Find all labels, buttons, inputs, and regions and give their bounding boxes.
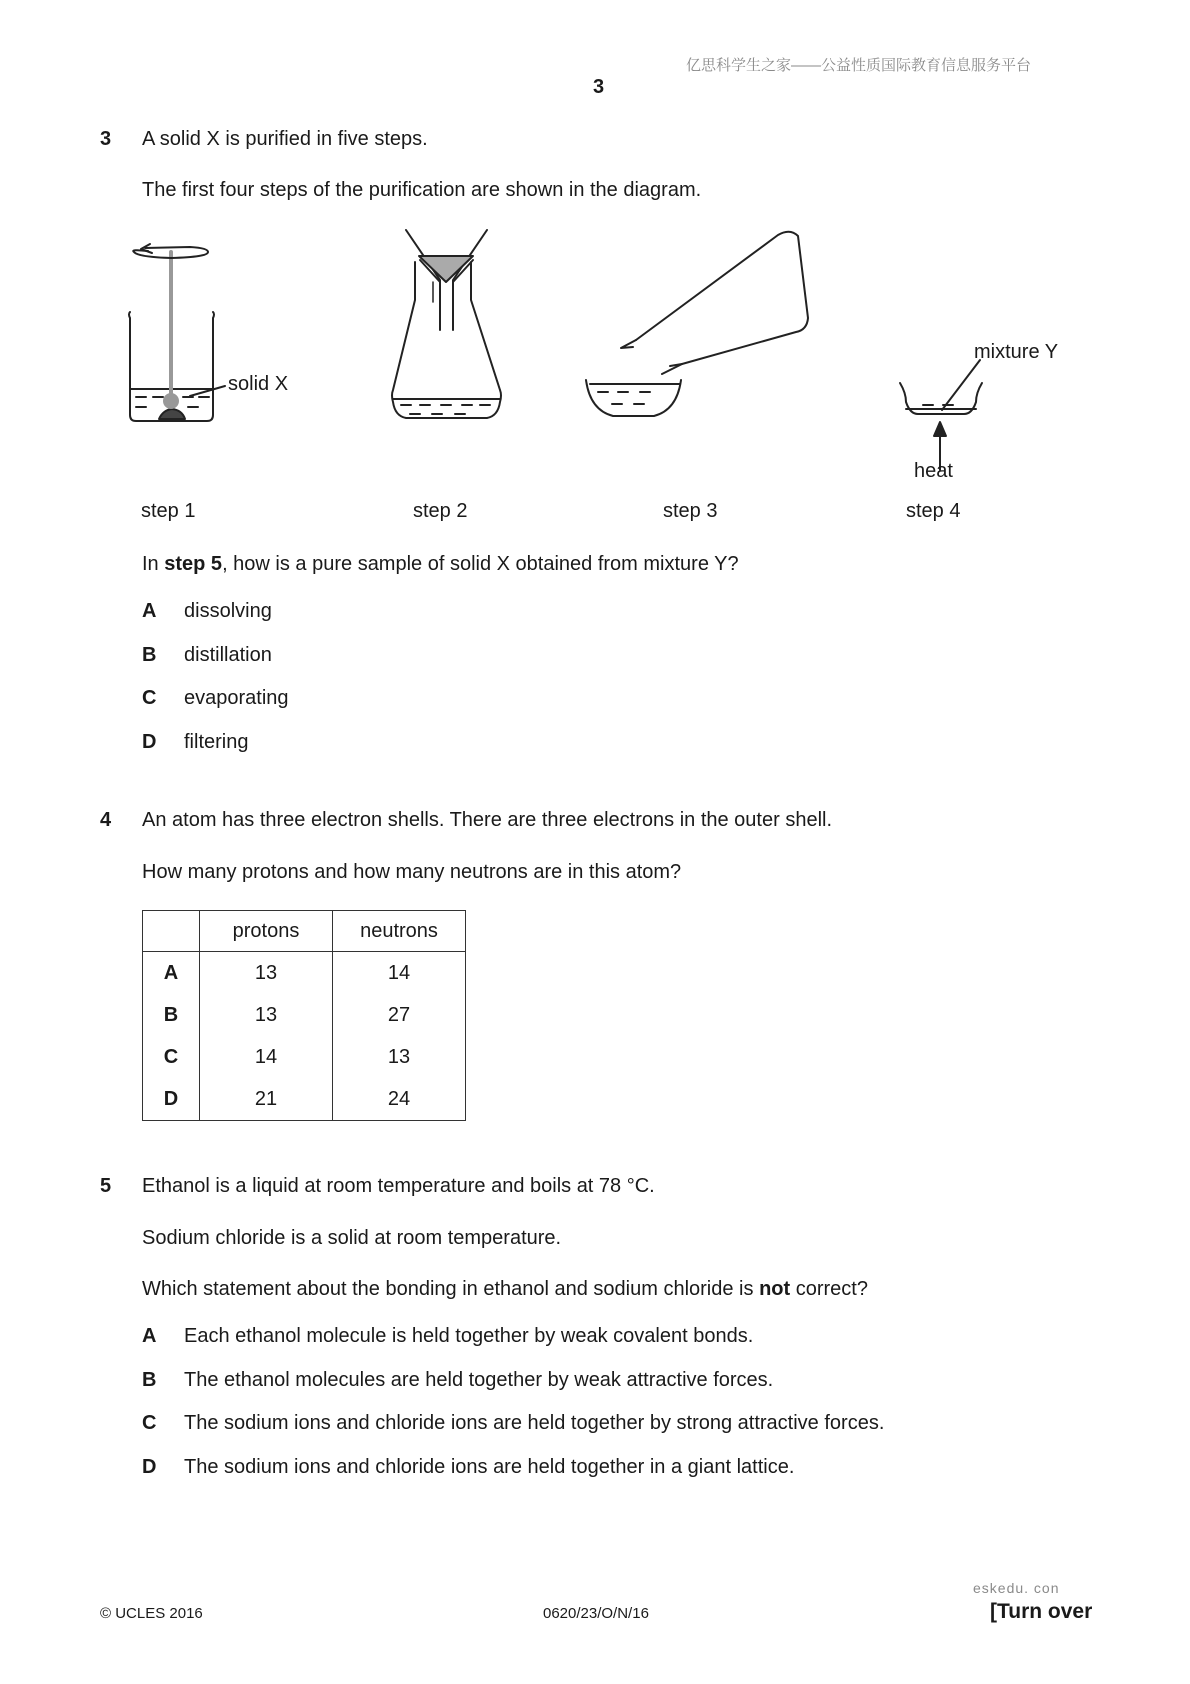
q4-answer-table: [142, 910, 466, 1121]
row-letter: D: [143, 1078, 200, 1121]
step1-label: step 1: [141, 500, 196, 522]
solid-x-label: solid X: [228, 373, 289, 395]
q5-number: 5: [100, 1175, 112, 1197]
header-watermark: 亿思科学生之家——公益性质国际教育信息服务平台: [686, 57, 1032, 74]
footer-copyright: © UCLES 2016: [100, 1605, 203, 1622]
q5-option-text: The sodium ions and chloride ions are held together by strong attractive forces.: [184, 1412, 885, 1434]
q3-option-letter: C: [142, 687, 157, 709]
neutrons-cell: 13: [333, 1036, 466, 1078]
row-letter: C: [143, 1036, 200, 1078]
turn-over-label: [Turn over: [990, 1600, 1093, 1623]
page-number: 3: [593, 76, 605, 98]
q5-option-letter: A: [142, 1325, 157, 1347]
q5-option-letter: C: [142, 1412, 157, 1434]
q5-question: Which statement about the bonding in ethanol and sodium chloride is not correct?: [142, 1278, 868, 1300]
q5-stem: Ethanol is a liquid at room temperature and boils at 78 °C.: [142, 1175, 655, 1197]
q5-option-text: Each ethanol molecule is held together by weak covalent bonds.: [184, 1325, 754, 1347]
q5-option-text: The sodium ions and chloride ions are held together in a giant lattice.: [184, 1456, 795, 1478]
table-row: [143, 1078, 466, 1121]
table-header-protons: protons: [200, 911, 333, 952]
eskedu-watermark: eskedu. con: [973, 1580, 1060, 1596]
footer-code: 0620/23/O/N/16: [543, 1605, 649, 1622]
q3-option-text: distillation: [184, 644, 272, 666]
step3-basin-figure: [586, 232, 808, 416]
q5-line2: Sodium chloride is a solid at room temperature.: [142, 1227, 562, 1249]
neutrons-cell: 27: [333, 994, 466, 1036]
q3-question: In step 5, how is a pure sample of solid X obtained from mixture Y?: [142, 553, 739, 575]
q5-option-text: The ethanol molecules are held together by weak attractive forces.: [184, 1369, 774, 1391]
q4-number: 4: [100, 809, 112, 831]
q3-number: 3: [100, 128, 112, 150]
mixture-y-label: mixture Y: [974, 341, 1059, 363]
q3-option-letter: A: [142, 600, 157, 622]
q3-stem: A solid X is purified in five steps.: [142, 128, 428, 150]
q4-question: How many protons and how many neutrons are in this atom?: [142, 861, 682, 883]
neutrons-cell: 24: [333, 1078, 466, 1121]
neutrons-cell: 14: [333, 952, 466, 995]
q3-option-text: filtering: [184, 731, 249, 753]
step4-basin-figure: [900, 360, 982, 470]
q3-option-text: evaporating: [184, 687, 289, 709]
protons-cell: 13: [200, 952, 333, 995]
table-row: [143, 1036, 466, 1078]
table-header-neutrons: neutrons: [333, 911, 466, 952]
table-row: [143, 994, 466, 1036]
step3-label: step 3: [663, 500, 718, 522]
step2-filter-figure: [392, 230, 501, 418]
q3-option-text: dissolving: [184, 600, 272, 622]
step2-label: step 2: [413, 500, 468, 522]
q3-option-letter: D: [142, 731, 157, 753]
protons-cell: 21: [200, 1078, 333, 1121]
q3-intro: The first four steps of the purification are shown in the diagram.: [142, 179, 702, 201]
row-letter: B: [143, 994, 200, 1036]
table-header-blank: [143, 911, 200, 952]
row-letter: A: [143, 952, 200, 995]
step4-label: step 4: [906, 500, 961, 522]
protons-cell: 14: [200, 1036, 333, 1078]
purification-diagram: [0, 0, 1190, 540]
heat-label: heat: [914, 460, 953, 482]
q5-option-letter: B: [142, 1369, 157, 1391]
step1-beaker-figure: [129, 244, 225, 421]
q5-option-letter: D: [142, 1456, 157, 1478]
protons-cell: 13: [200, 994, 333, 1036]
q4-stem: An atom has three electron shells. There are three electrons in the outer shell.: [142, 809, 833, 831]
table-row: [143, 952, 466, 995]
q3-option-letter: B: [142, 644, 157, 666]
